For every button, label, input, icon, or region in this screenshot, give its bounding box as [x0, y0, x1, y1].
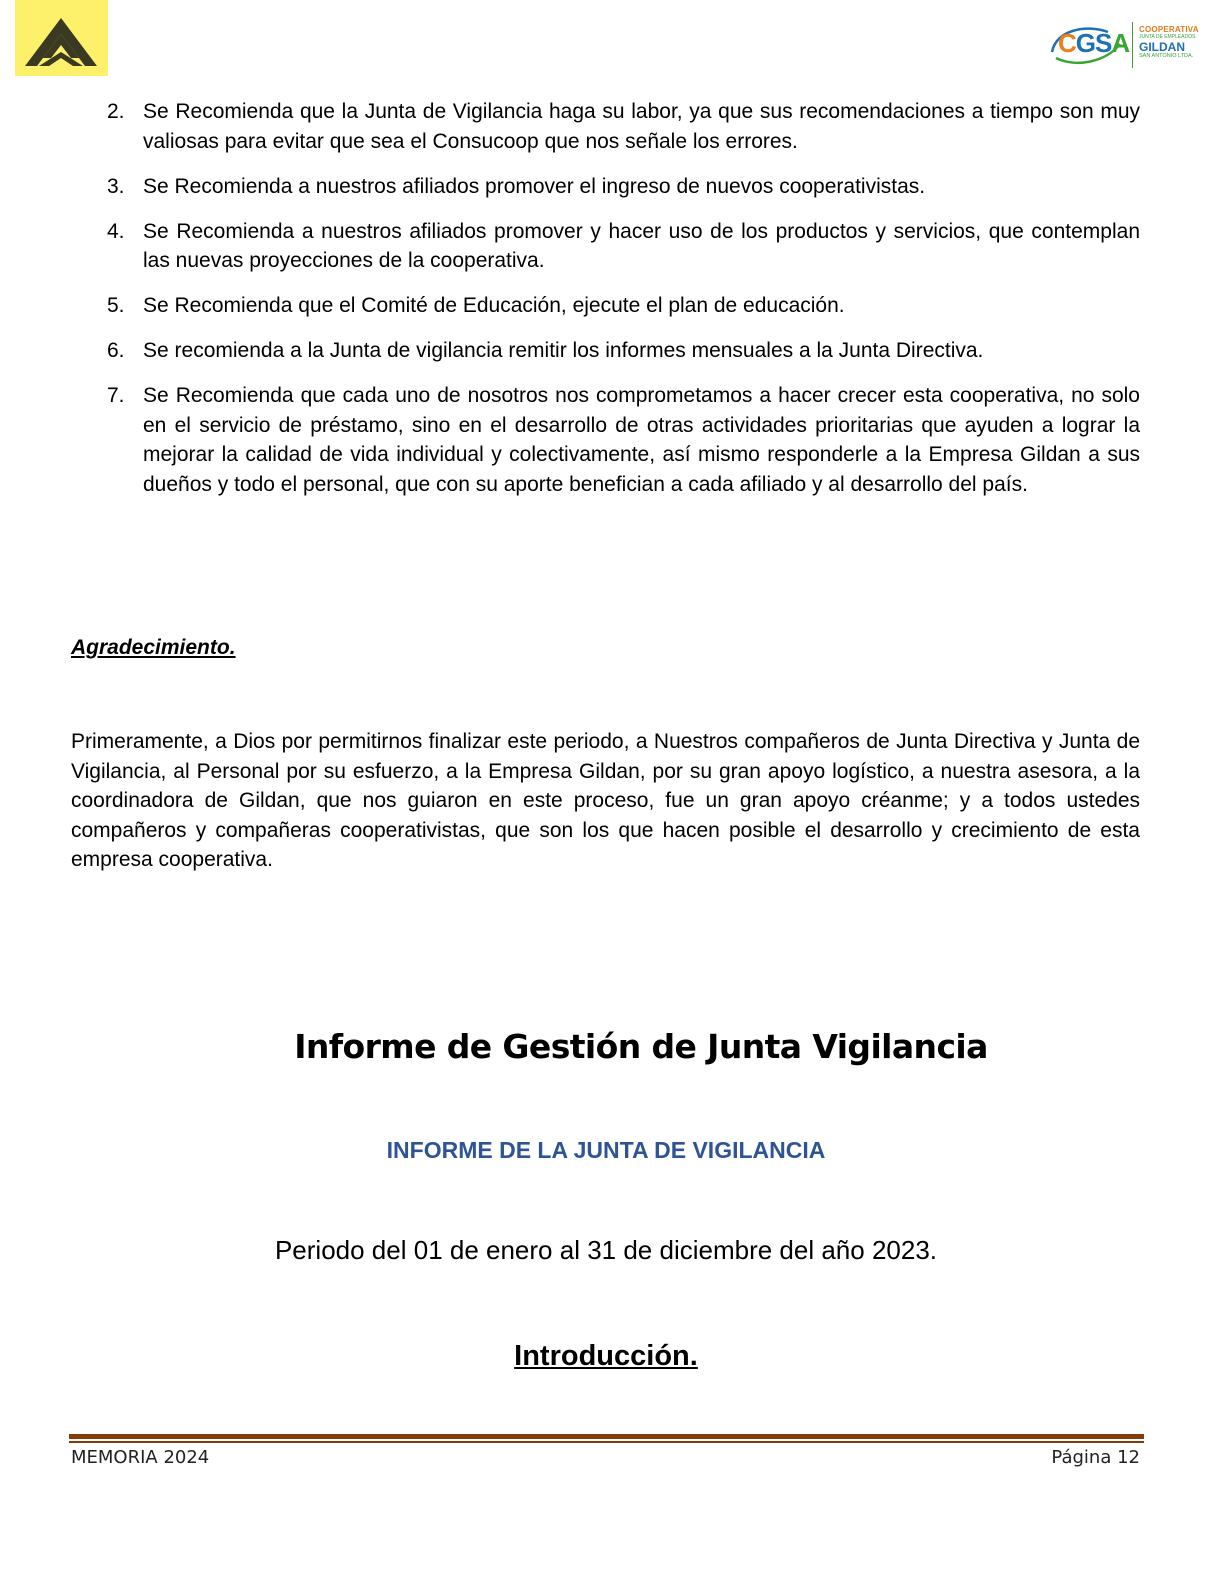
list-item-text: Se Recomienda a nuestros afiliados promover el ingreso de nuevos cooperativistas.	[143, 174, 926, 198]
list-item-number: 6.	[107, 339, 125, 362]
cgsa-wordmark: CGSA	[1058, 28, 1130, 58]
stacked-chevron-logo-icon	[15, 0, 108, 76]
cooperative-logo-left	[15, 0, 108, 76]
list-item	[100, 217, 1140, 276]
report-title: Informe de Gestión de Junta Vigilancia	[294, 1027, 988, 1066]
brand-line-2: JUNTA DE EMPLEADOS	[1139, 34, 1196, 40]
footer-document-title: MEMORIA 2024	[71, 1447, 210, 1468]
report-period: Periodo del 01 de enero al 31 de diciembre del año 2023.	[274, 1235, 938, 1265]
thanks-heading: Agradecimiento.	[71, 636, 236, 659]
report-subtitle: INFORME DE LA JUNTA DE VIGILANCIA	[386, 1137, 826, 1163]
list-item-number: 3.	[107, 174, 125, 198]
logo-divider	[1132, 22, 1133, 68]
list-item	[100, 336, 1140, 366]
list-item-text: Se Recomienda que el Comité de Educación, ejecute el plan de educación.	[143, 294, 845, 317]
list-item-number: 5.	[107, 294, 125, 317]
brand-line-1: COOPERATIVA	[1139, 25, 1199, 34]
list-item	[100, 172, 1140, 202]
recommendations-list	[100, 97, 1140, 515]
brand-line-4: SAN ANTONIO LTDA.	[1139, 53, 1194, 59]
brand-line-3: GILDAN	[1139, 40, 1185, 54]
list-item-number: 4.	[107, 219, 125, 243]
list-item-text: Se Recomienda a nuestros afiliados promover y hacer uso de los productos y servicios, que contemplan las nuevas proyecciones de la cooperativa.	[143, 219, 1140, 272]
footer-rule	[69, 1434, 1144, 1439]
thanks-paragraph: Primeramente, a Dios por permitirnos finalizar este periodo, a Nuestros compañeros de Junta Directiva y Junta de Vigilancia, al Personal por su esfuerzo, a la Empresa Gildan, por su gran apoyo logístico, a nuestra asesora, a la coordinadora de Gildan, que nos guiaron en este proceso, fue un gran apoyo créanme; y a todos ustedes compañeros y compañeras cooperativistas, que son los que hacen posible el desarrollo y crecimiento de esta empresa cooperativa.	[71, 730, 1140, 871]
list-item-number: 7.	[107, 384, 125, 407]
list-item-text: Se Recomienda que la Junta de Vigilancia haga su labor, ya que sus recomendaciones a tiempo son muy valiosas para evitar que sea el Consucoop que nos señale los errores.	[143, 100, 1140, 153]
list-item	[100, 381, 1140, 499]
cgsa-brand-text	[1139, 26, 1199, 60]
list-item	[100, 291, 1140, 321]
footer-page-number: Página 12	[1051, 1447, 1140, 1468]
list-item-text: Se Recomienda que cada uno de nosotros nos comprometamos a hacer crecer esta cooperativa, no solo en el servicio de préstamo, sino en el desarrollo de otras actividades prioritarias que ayuden a lograr la mejorar la calidad de vida individual y colectivamente, así mismo responderle a la Empresa Gildan a sus dueños y todo el personal, que con su aporte benefician a cada afiliado y al desarrollo del país.	[143, 384, 1140, 496]
list-item	[100, 97, 1140, 156]
intro-heading: Introducción.	[514, 1340, 698, 1372]
footer-rule-thin	[69, 1441, 1144, 1443]
list-item-number: 2.	[107, 100, 125, 123]
cgsa-logo	[1046, 20, 1208, 72]
list-item-text: Se recomienda a la Junta de vigilancia remitir los informes mensuales a la Junta Directiva.	[143, 339, 984, 362]
